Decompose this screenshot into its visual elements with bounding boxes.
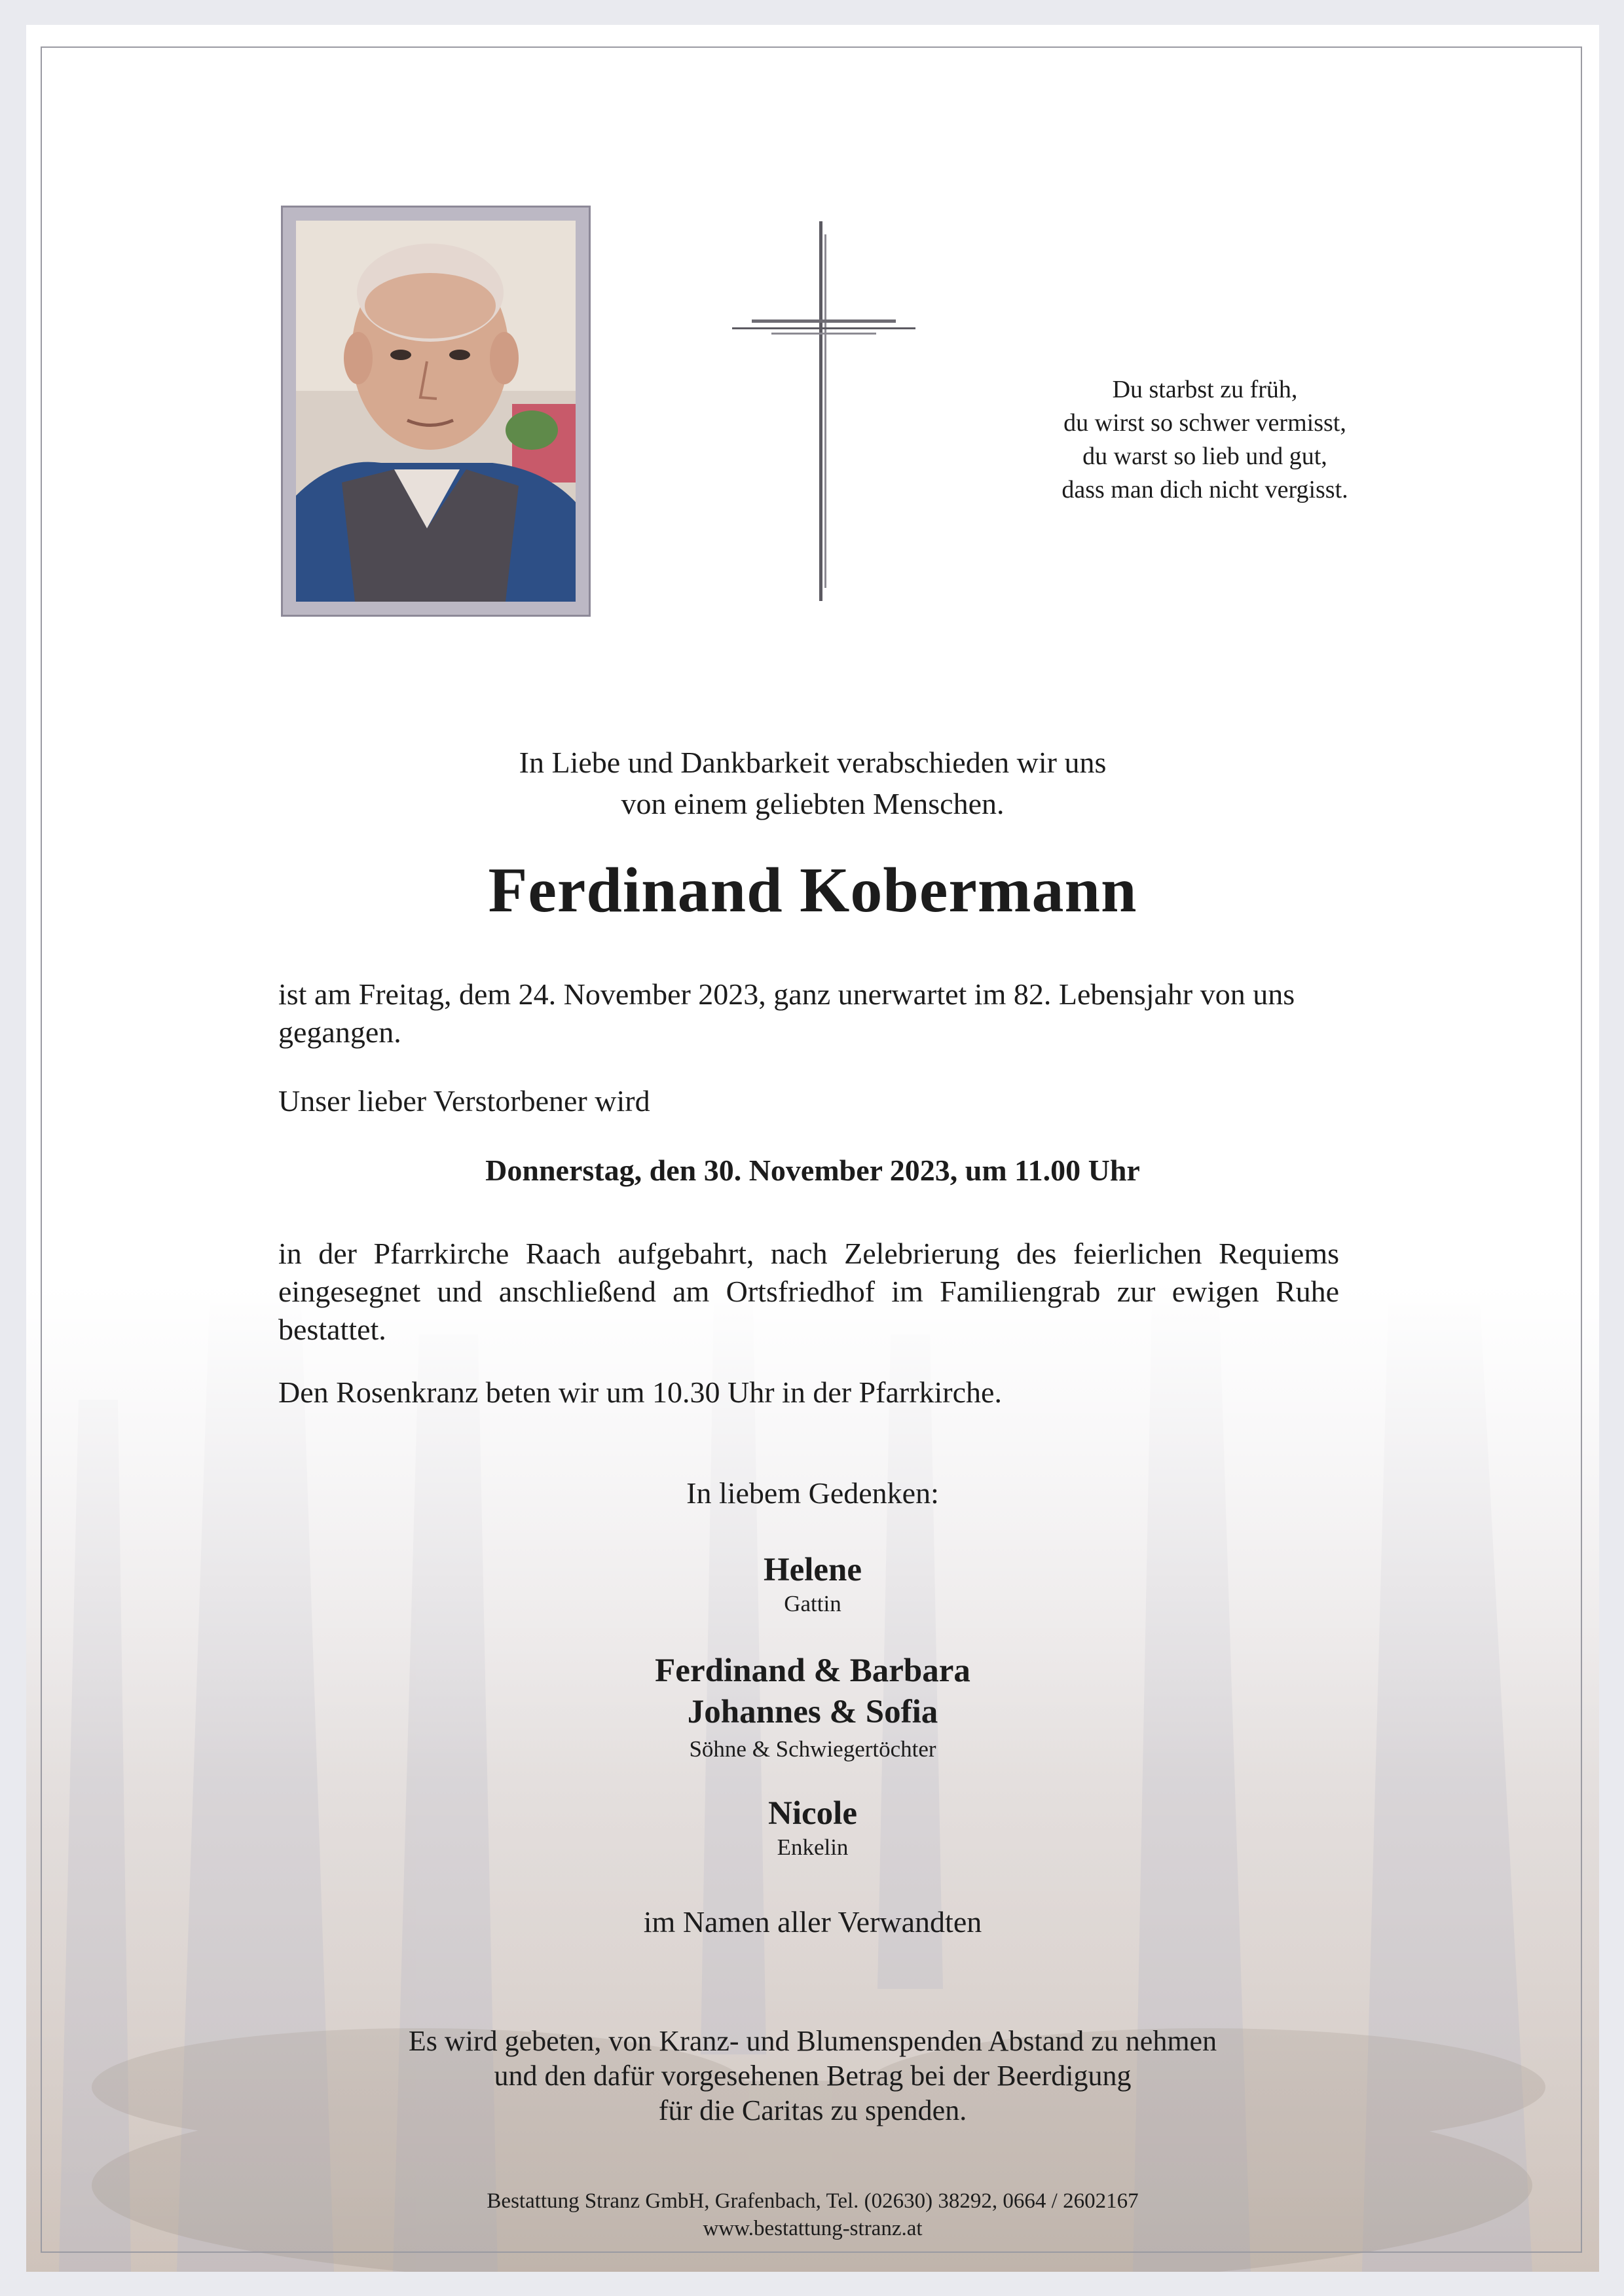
portrait-frame [281, 206, 591, 617]
relatives-line: im Namen aller Verwandten [643, 1905, 982, 1939]
grandchild-role: Enkelin [777, 1834, 849, 1860]
grandchild-name: Nicole [768, 1795, 857, 1832]
intro-text [26, 742, 1599, 824]
footer-company: Bestattung Stranz GmbH, Grafenbach, Tel. (02630) 38292, 0664 / 2602167 [487, 2189, 1139, 2213]
funeral-lead: Unser lieber Verstorbener wird [278, 1084, 650, 1118]
request-line-1: Es wird gebeten, von Kranz- und Blumenspenden Abstand zu nehmen [408, 2025, 1217, 2057]
intro-line-2: von einem geliebten Menschen. [621, 787, 1005, 820]
portrait-photo [296, 221, 576, 602]
deceased-name: Ferdinand Kobermann [488, 855, 1137, 926]
poem-line: Du starbst zu früh, [1112, 376, 1298, 403]
death-notice: ist am Freitag, dem 24. November 2023, ganz unerwartet im 82. Lebensjahr von uns gegangen. [278, 977, 1295, 1049]
funeral-details: in der Pfarrkirche Raach aufgebahrt, nach Zelebrierung des feierlichen Requiems eingesegnet und anschließend am Ortsfriedhof im Familiengrab zur ewigen Ruhe bestattet. [278, 1237, 1339, 1346]
mourners-heading: In liebem Gedenken: [686, 1476, 939, 1510]
funeral-date-time: Donnerstag, den 30. November 2023, um 11.00 Uhr [485, 1154, 1140, 1187]
footer [26, 2187, 1599, 2242]
donation-request [26, 2024, 1599, 2128]
rosary-notice: Den Rosenkranz beten wir um 10.30 Uhr in der Pfarrkirche. [278, 1376, 1002, 1409]
request-line-2: und den dafür vorgesehenen Betrag bei der Beerdigung [494, 2060, 1132, 2092]
spouse-role: Gattin [784, 1591, 841, 1616]
poem-line: du wirst so schwer vermisst, [1063, 409, 1346, 437]
sons-role: Söhne & Schwiegertöchter [689, 1736, 936, 1762]
sons-line-1: Ferdinand & Barbara [655, 1652, 970, 1689]
poem [1002, 373, 1408, 507]
footer-website: www.bestattung-stranz.at [703, 2217, 923, 2240]
intro-line-1: In Liebe und Dankbarkeit verabschieden wir uns [519, 746, 1107, 779]
obituary-page [26, 25, 1599, 2272]
poem-line: dass man dich nicht vergisst. [1061, 476, 1348, 503]
sons-line-2: Johannes & Sofia [687, 1694, 938, 1730]
request-line-3: für die Caritas zu spenden. [658, 2094, 967, 2126]
spouse-name: Helene [763, 1552, 862, 1588]
cross-icon [732, 221, 915, 601]
poem-line: du warst so lieb und gut, [1082, 443, 1327, 470]
